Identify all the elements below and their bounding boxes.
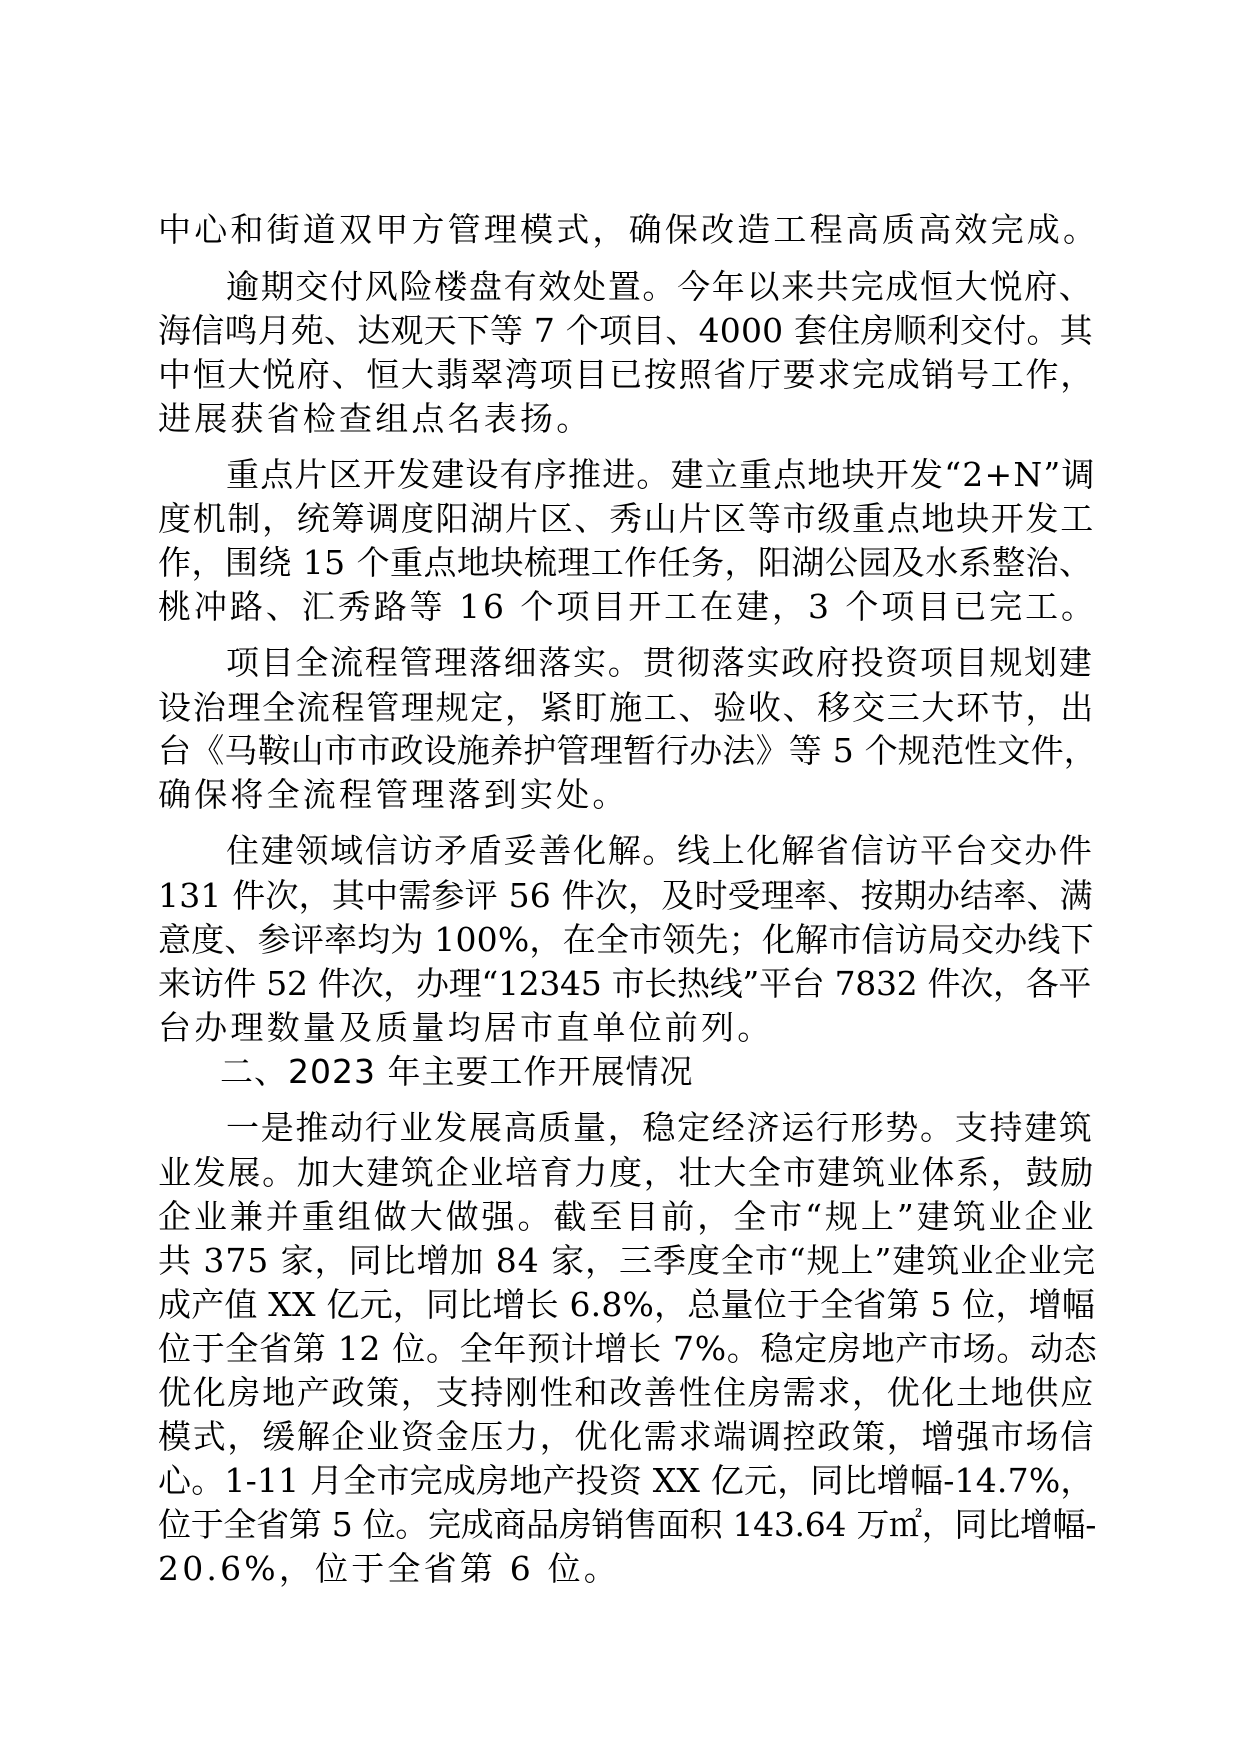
text-line: 来访件 52 件次，办理“12345 市长热线”平台 7832 件次，各平 (158, 964, 1092, 1003)
text-line: 成产值 XX 亿元，同比增长 6.8%，总量位于全省第 5 位，增幅 (158, 1285, 1096, 1324)
text-line: 心。1-11 月全市完成房地产投资 XX 亿元，同比增幅-14.7%， (158, 1461, 1094, 1500)
text-line: 一是推动行业发展高质量，稳定经济运行形势。支持建筑 (226, 1108, 1094, 1147)
text-line: 131 件次，其中需参评 56 件次，及时受理率、按期办结率、满 (158, 876, 1093, 915)
text-line: 20.6%，位于全省第 6 位。 (158, 1549, 621, 1588)
text-line: 台《马鞍山市市政设施养护管理暂行办法》等 5 个规范性文件， (158, 731, 1097, 770)
text-line: 桃冲路、汇秀路等 16 个项目开工在建，3 个项目已完工。 (158, 587, 1098, 626)
text-line: 项目全流程管理落细落实。贯彻落实政府投资项目规划建 (226, 643, 1094, 682)
text-line: 模式，缓解企业资金压力，优化需求端调控政策，增强市场信 (158, 1417, 1095, 1456)
text-line: 作，围绕 15 个重点地块梳理工作任务，阳湖公园及水系整治、 (158, 543, 1093, 582)
text-line: 中心和街道双甲方管理模式，确保改造工程高质高效完成。 (158, 210, 1100, 249)
text-line: 重点片区开发建设有序推进。建立重点地块开发“2+N”调 (226, 455, 1096, 494)
text-line: 业发展。加大建筑企业培育力度，壮大全市建筑业体系，鼓励 (158, 1153, 1095, 1192)
text-line: 确保将全流程管理落到实处。 (158, 775, 629, 814)
text-line: 进展获省检查组点名表扬。 (158, 399, 593, 438)
text-line: 优化房地产政策，支持刚性和改善性住房需求，优化土地供应 (158, 1373, 1095, 1412)
text-line: 度机制，统筹调度阳湖片区、秀山片区等市级重点地块开发工 (158, 499, 1095, 538)
text-line: 逾期交付风险楼盘有效处置。今年以来共完成恒大悦府、 (226, 267, 1094, 306)
text-line: 企业兼并重组做大做强。截至目前，全市“规上”建筑业企业 (158, 1197, 1097, 1236)
text-line: 台办理数量及质量均居市直单位前列。 (158, 1008, 774, 1047)
text-line: 住建领域信访矛盾妥善化解。线上化解省信访平台交办件 (226, 831, 1094, 870)
text-line: 位于全省第 5 位。完成商品房销售面积 143.64 万㎡，同比增幅- (158, 1505, 1097, 1544)
text-line: 共 375 家，同比增加 84 家，三季度全市“规上”建筑业企业完 (158, 1241, 1097, 1280)
text-line: 位于全省第 12 位。全年预计增长 7%。稳定房地产市场。动态 (158, 1329, 1098, 1368)
section-heading: 二、2023 年主要工作开展情况 (220, 1052, 694, 1091)
text-line: 意度、参评率均为 100%，在全市领先；化解市信访局交办线下 (158, 920, 1094, 959)
text-line: 设治理全流程管理规定，紧盯施工、验收、移交三大环节，出 (158, 688, 1095, 727)
text-line: 海信鸣月苑、达观天下等 7 个项目、4000 套住房顺利交付。其 (158, 311, 1093, 350)
text-line: 中恒大悦府、恒大翡翠湾项目已按照省厅要求完成销号工作， (158, 355, 1095, 394)
